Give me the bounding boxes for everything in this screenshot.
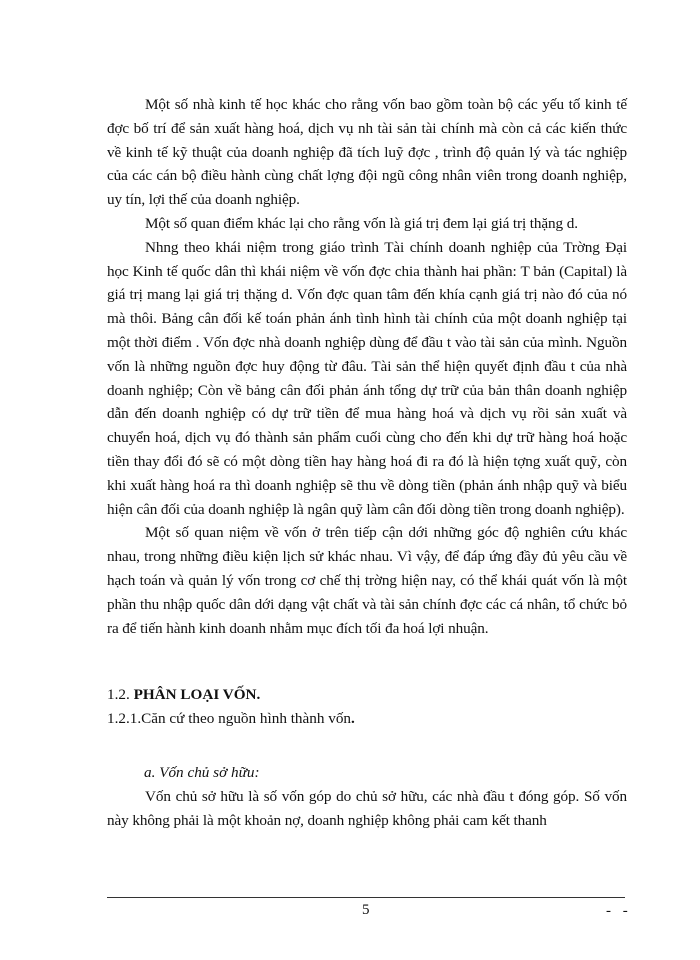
footer-dashes: - - bbox=[606, 903, 632, 919]
paragraph-textbook-definition: Nhng theo khái niệm trong giáo trình Tài chính doanh nghiệp của Trờng Đại học Kinh tế quốc dân thì khái niệm về vốn đợc chia thành hai phần: T bản (Capital) là giá trị mang lại giá trị thặng d. Vốn đợc quan tâm đến khía cạnh giá trị nào đó của nó mà thôi. Bảng cân đối kế toán phản ánh tình hình tài chính của một doanh nghiệp tại một thời điểm . Vốn đợc nhà doanh nghiệp dùng để đầu t vào tài sản của mình. Nguồn vốn là những nguồn đợc huy động từ đâu. Tài sản thể hiện quyết định đầu t của nhà doanh nghiệp; Còn về bảng cân đối phản ánh tổng dự trữ của bản thân doanh nghiệp dẫn đến doanh nghiệp có dự trữ tiền để mua hàng hoá và dịch vụ rồi sản xuất và chuyển hoá, dịch vụ đó thành sản phẩm cuối cùng cho đến khi dự trữ hàng hoá hoặc tiền thay đổi đó sẽ có một dòng tiền hay hàng hoá đi ra đó là hiện tợng xuất quỹ, còn khi xuất hàng hoá ra thì doanh nghiệp sẽ thu về dòng tiền (phản ánh nhập quỹ và biểu hiện cân đối của doanh nghiệp là ngân quỹ làm cân đối dòng tiền trong doanh nghiệp). bbox=[107, 238, 627, 518]
section-heading bbox=[107, 683, 627, 707]
subsection-text: 1.2.1.Căn cứ theo nguồn hình thành vốn bbox=[107, 710, 352, 728]
page-body bbox=[107, 93, 627, 832]
paragraph-surplus-value: Một số quan điểm khác lại cho rằng vốn là giá trị đem lại giá trị thặng d. bbox=[145, 214, 578, 232]
paragraph-capital-economists: Một số nhà kinh tế học khác cho rằng vốn bao gồm toàn bộ các yếu tố kinh tế đợc bố trí để sản xuất hàng hoá, dịch vụ nh tài sản tài chính mà còn cả các kiến thức về kinh tế kỹ thuật của doanh nghiệp đã tích luỹ đợc , trình độ quản lý và tác nghiệp của các cán bộ điều hành cùng chất lợng đội ngũ công nhân viên trong doanh nghiệp, uy tín, lợi thế của doanh nghiệp. bbox=[107, 96, 627, 209]
paragraph-owner-equity: Vốn chủ sở hữu là số vốn góp do chủ sở hữu, các nhà đầu t đóng góp. Số vốn này không phải là một khoản nợ, doanh nghiệp không phải cam kết thanh bbox=[107, 787, 627, 829]
subsection-heading bbox=[107, 707, 627, 731]
paragraph-general-concept: Một số quan niệm về vốn ở trên tiếp cận dới những góc độ nghiên cứu khác nhau, trong những điều kiện lịch sử khác nhau. Vì vậy, để đáp ứng đầy đủ yêu cầu về hạch toán và quản lý vốn trong cơ chế thị trờng hiện nay, có thể khái quát vốn là một phần thu nhập quốc dân dới dạng vật chất và tài sản chính đợc các cá nhân, tổ chức bỏ ra để tiến hành kinh doanh nhằm mục đích tối đa hoá lợi nhuận. bbox=[107, 524, 627, 637]
subheading-owner-equity: a. Vốn chủ sở hữu: bbox=[144, 763, 260, 781]
section-number: 1.2. bbox=[107, 686, 130, 704]
subsection-dot: . bbox=[351, 710, 355, 728]
section-title: PHÂN LOẠI VỐN. bbox=[133, 686, 261, 704]
page-number: 5 bbox=[362, 902, 370, 918]
footer-divider bbox=[107, 897, 625, 898]
